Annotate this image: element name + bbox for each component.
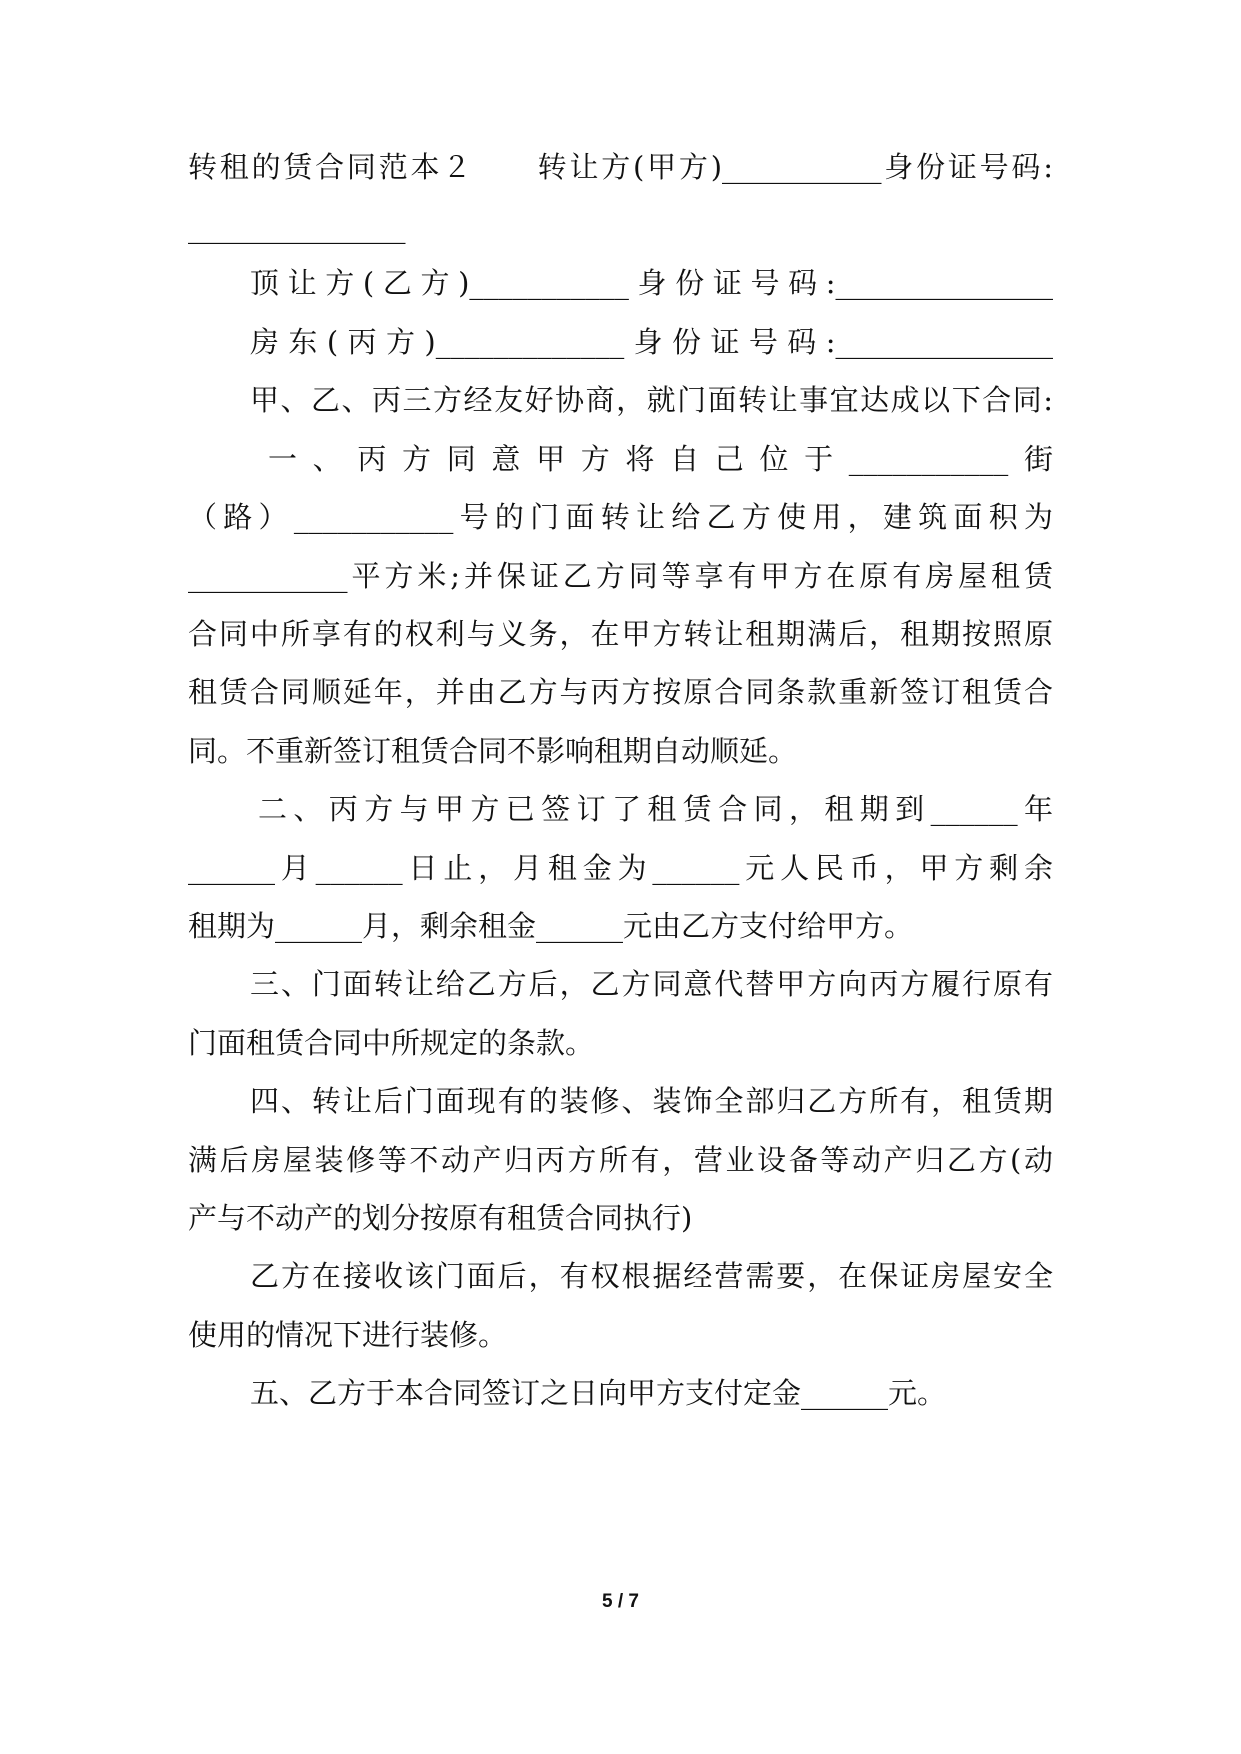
- page-number: 5 / 7: [602, 1591, 639, 1612]
- clause-1-line-1: 一、丙方同意甲方将自己位于___________街: [268, 442, 1053, 476]
- party-c-line: 房东(丙方)_____________身份证号码:_______________: [250, 325, 1053, 359]
- preamble-line: 甲、乙、丙三方经友好协商，就门面转让事宜达成以下合同:: [250, 383, 1053, 417]
- clause-3-line-1: 三、门面转让给乙方后，乙方同意代替甲方向丙方履行原有: [250, 967, 1053, 1001]
- title-line: 转租的赁合同范本２ 转让方(甲方)___________身份证号码:: [188, 150, 1053, 184]
- party-b-line: 顶让方(乙方)___________身份证号码:_______________: [250, 266, 1053, 300]
- clause-2-line-3: 租期为______月，剩余租金______元由乙方支付给甲方。: [188, 909, 914, 943]
- clause-1-line-2: （路）___________号的门面转让给乙方使用，建筑面积为: [188, 500, 1053, 534]
- clause-5-line-1: 五、乙方于本合同签订之日向甲方支付定金______元。: [250, 1376, 947, 1410]
- id-blank-line: _______________: [188, 210, 406, 244]
- clause-4b-line-1: 乙方在接收该门面后，有权根据经营需要，在保证房屋安全: [250, 1259, 1053, 1293]
- clause-2-line-2: ______月______日止，月租金为______元人民币，甲方剩余: [188, 851, 1053, 885]
- clause-4-line-1: 四、转让后门面现有的装修、装饰全部归乙方所有，租赁期: [250, 1084, 1053, 1118]
- clause-1-line-4: 合同中所享有的权利与义务，在甲方转让租期满后，租期按照原: [188, 617, 1053, 651]
- clause-1-line-6: 同。不重新签订租赁合同不影响租期自动顺延。: [188, 734, 798, 768]
- clause-2-line-1: 二、丙方与甲方已签订了租赁合同，租期到______年: [258, 792, 1053, 826]
- clause-4-line-3: 产与不动产的划分按原有租赁合同执行): [188, 1201, 693, 1235]
- clause-3-line-2: 门面租赁合同中所规定的条款。: [188, 1026, 595, 1060]
- clause-4-line-2: 满后房屋装修等不动产归丙方所有，营业设备等动产归乙方(动: [188, 1143, 1053, 1177]
- clause-1-line-3: ___________平方米;并保证乙方同等享有甲方在原有房屋租赁: [188, 559, 1053, 593]
- clause-4b-line-2: 使用的情况下进行装修。: [188, 1318, 508, 1352]
- clause-1-line-5: 租赁合同顺延年，并由乙方与丙方按原合同条款重新签订租赁合: [188, 675, 1053, 709]
